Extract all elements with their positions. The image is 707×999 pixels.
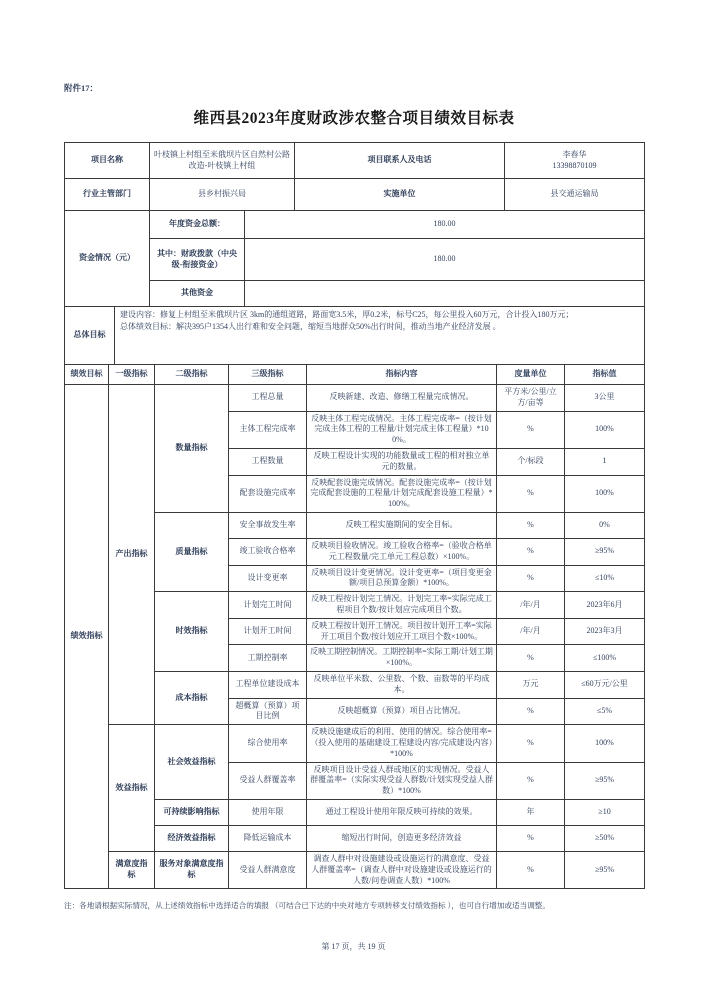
overall-goal-text: [115, 307, 645, 365]
content-cell: 反映项目验收情况。竣工验收合格率=（验收合格单元工程数量/完工单元工程总数）×100%。: [307, 538, 497, 565]
level2-sustain: 可持续影响指标: [155, 799, 229, 825]
value-cell: ≥95%: [565, 538, 645, 565]
level3-cell: 配套设施完成率: [229, 475, 307, 512]
level3-cell: 工期控制率: [229, 645, 307, 672]
level3-cell: 竣工验收合格率: [229, 538, 307, 565]
document-content: [64, 82, 644, 911]
unit-cell: %: [497, 851, 565, 888]
value-cell: ≤60万元/公里: [565, 671, 645, 698]
project-name-value: 叶枝镇上村组至米俄坝片区自然村公路改造-叶枝镇上村组: [150, 143, 295, 179]
content-cell: 调查人群中对设施建设或设施运行的满意度、受益人群覆盖率=（调查人群中对设施建设或设施运行的人数/问卷调查人数）*100%: [307, 851, 497, 888]
unit-cell: 万元: [497, 671, 565, 698]
contact-label: 项目联系人及电话: [295, 143, 505, 179]
value-cell: ≤10%: [565, 565, 645, 592]
header-value: 指标值: [565, 365, 645, 385]
contact-phone: 13398870109: [552, 160, 597, 170]
funding-other-value: [245, 281, 645, 307]
indicators-header-row: [65, 365, 645, 385]
funding-fiscal-label: 其中：财政拨款（中央级-衔接资金）: [150, 239, 245, 281]
content-cell: 缩短出行时间，创造更多经济效益: [307, 825, 497, 851]
indicator-row: [65, 851, 645, 888]
value-cell: ≥95%: [565, 851, 645, 888]
table-row: [65, 307, 645, 365]
unit-cell: %: [497, 698, 565, 725]
unit-cell: 平方米/公里/立方/亩等: [497, 385, 565, 412]
unit-cell: %: [497, 475, 565, 512]
value-cell: 0%: [565, 512, 645, 538]
content-cell: 反映新建、改造、修缮工程量完成情况。: [307, 385, 497, 412]
indicators-table: [64, 364, 645, 889]
level3-cell: 综合使用率: [229, 725, 307, 762]
funding-table: [64, 210, 645, 307]
unit-cell: %: [497, 825, 565, 851]
unit-cell: %: [497, 411, 565, 448]
level2-cost: 成本指标: [155, 671, 229, 724]
page-number: 第 17 页，共 19 页: [321, 942, 386, 951]
level3-cell: 工程数量: [229, 448, 307, 475]
level3-cell: 受益人群覆盖率: [229, 762, 307, 799]
project-name-label: 项目名称: [65, 143, 150, 179]
unit-cell: %: [497, 565, 565, 592]
content-cell: 通过工程设计使用年限反映可持续的效果。: [307, 799, 497, 825]
table-row: [65, 143, 645, 179]
header-performance-goal: 绩效目标: [65, 365, 109, 385]
unit-cell: %: [497, 538, 565, 565]
level1-output: 产出指标: [109, 385, 155, 725]
value-cell: 3公里: [565, 385, 645, 412]
level3-cell: 计划开工时间: [229, 618, 307, 645]
value-cell: ≥50%: [565, 825, 645, 851]
value-cell: ≥10: [565, 799, 645, 825]
performance-indicator-label: 绩效指标: [65, 385, 109, 889]
value-cell: 100%: [565, 411, 645, 448]
level1-satisfaction: 满意度指标: [109, 851, 155, 888]
impl-value: 县交通运输局: [505, 179, 645, 211]
level2-service: 服务对象满意度指标: [155, 851, 229, 888]
level3-cell: 超概算（预算）项目比例: [229, 698, 307, 725]
overall-goal-line2: 总体绩效目标：解决395户1354人出行难和安全问题，缩短当地群众50%出行时间，推动当地产业经济发展 。: [120, 321, 501, 331]
value-cell: ≤5%: [565, 698, 645, 725]
unit-cell: /年/月: [497, 618, 565, 645]
indicator-row: [65, 385, 645, 412]
table-row: [65, 179, 645, 211]
funding-total-label: 年度资金总额：: [150, 211, 245, 239]
level3-cell: 工程单位建设成本: [229, 671, 307, 698]
funding-other-label: 其他资金: [150, 281, 245, 307]
header-level2: 二级指标: [155, 365, 229, 385]
contact-name: 李春华: [562, 149, 587, 159]
level2-quality: 质量指标: [155, 512, 229, 591]
project-info-table: [64, 142, 645, 211]
funding-label: 资金情况（元）: [65, 211, 150, 307]
unit-cell: %: [497, 725, 565, 762]
level3-cell: 计划完工时间: [229, 592, 307, 619]
unit-cell: 个/标段: [497, 448, 565, 475]
level3-cell: 工程总量: [229, 385, 307, 412]
value-cell: 2023年3月: [565, 618, 645, 645]
table-row: [65, 281, 645, 307]
unit-cell: %: [497, 762, 565, 799]
level2-quantity: 数量指标: [155, 385, 229, 513]
level3-cell: 设计变更率: [229, 565, 307, 592]
content-cell: 反映工程按计划完工情况。计划完工率=实际完成工程项目个数/按计划应完成项目个数。: [307, 592, 497, 619]
value-cell: 100%: [565, 475, 645, 512]
level3-cell: 使用年限: [229, 799, 307, 825]
contact-value: [505, 143, 645, 179]
content-cell: 反映工程实施期间的安全目标。: [307, 512, 497, 538]
attachment-label: 附件17：: [64, 83, 99, 93]
level2-economic: 经济效益指标: [155, 825, 229, 851]
dept-label: 行业主管部门: [65, 179, 150, 211]
funding-total-value: 180.00: [245, 211, 645, 239]
content-cell: 反映工程按计划开工情况。项目按计划开工率=实际开工项目个数/按计划应开工项目个数×100%。: [307, 618, 497, 645]
content-cell: 反映工期控制情况。工期控制率=实际工期/计划工期×100%。: [307, 645, 497, 672]
footnote: 注：各地请根据实际情况，从上述绩效指标中选择适合的填报 （可结合已下达的中央对地方专项转移支付绩效指标 ），也可自行增加或适当调整。: [64, 901, 550, 911]
header-level3: 三级指标: [229, 365, 307, 385]
content-cell: 反映项目设计受益人群或地区的实现情况。受益人群覆盖率=（实际实现受益人群数/计划实现受益人群数）*100%: [307, 762, 497, 799]
value-cell: 2023年6月: [565, 592, 645, 619]
level2-time: 时效指标: [155, 592, 229, 672]
level1-benefit: 效益指标: [109, 725, 155, 852]
header-unit: 度量单位: [497, 365, 565, 385]
dept-value: 县乡村振兴局: [150, 179, 295, 211]
content-cell: 反映单位平米数、公里数、个数、亩数等的平均成本。: [307, 671, 497, 698]
impl-label: 实施单位: [295, 179, 505, 211]
overall-goal-line1: 建设内容：修复上村组至米俄坝片区 3km的通组道路，路面宽3.5米，厚0.2米，标号C25，每公里投入60万元，合计投入180万元；: [120, 310, 574, 319]
funding-fiscal-value: 180.00: [245, 239, 645, 281]
header-content: 指标内容: [307, 365, 497, 385]
content-cell: 反映工程设计实现的功能数量或工程的相对独立单元的数量。: [307, 448, 497, 475]
value-cell: ≤100%: [565, 645, 645, 672]
unit-cell: /年/月: [497, 592, 565, 619]
unit-cell: %: [497, 645, 565, 672]
header-level1: 一级指标: [109, 365, 155, 385]
indicator-row: [65, 725, 645, 762]
value-cell: ≥95%: [565, 762, 645, 799]
overall-goal-table: [64, 306, 645, 365]
overall-goal-label: 总体目标: [65, 307, 115, 365]
table-row: [65, 239, 645, 281]
level3-cell: 安全事故发生率: [229, 512, 307, 538]
content-cell: 反映设施建成后的利用、使用的情况。综合使用率=（投入使用的基础建设工程建设内容/完成建设内容）*100%: [307, 725, 497, 762]
value-cell: 100%: [565, 725, 645, 762]
page-title: 维西县2023年度财政涉农整合项目绩效目标表: [193, 110, 515, 127]
level3-cell: 主体工程完成率: [229, 411, 307, 448]
content-cell: 反映项目设计变更情况。设计变更率=（项目变更金额/项目总预算金额）*100%。: [307, 565, 497, 592]
value-cell: 1: [565, 448, 645, 475]
content-cell: 反映配套设施完成情况。配套设施完成率=（按计划完成配套设施的工程量/计划完成配套设施工程量）*100%。: [307, 475, 497, 512]
content-cell: 反映超概算（预算）项目占比情况。: [307, 698, 497, 725]
level2-social: 社会效益指标: [155, 725, 229, 800]
level3-cell: 受益人群满意度: [229, 851, 307, 888]
unit-cell: %: [497, 512, 565, 538]
table-row: [65, 211, 645, 239]
unit-cell: 年: [497, 799, 565, 825]
level3-cell: 降低运输成本: [229, 825, 307, 851]
content-cell: 反映主体工程完成情况。主体工程完成率=（按计划完成主体工程的工程量/计划完成主体工程量）*100%。: [307, 411, 497, 448]
